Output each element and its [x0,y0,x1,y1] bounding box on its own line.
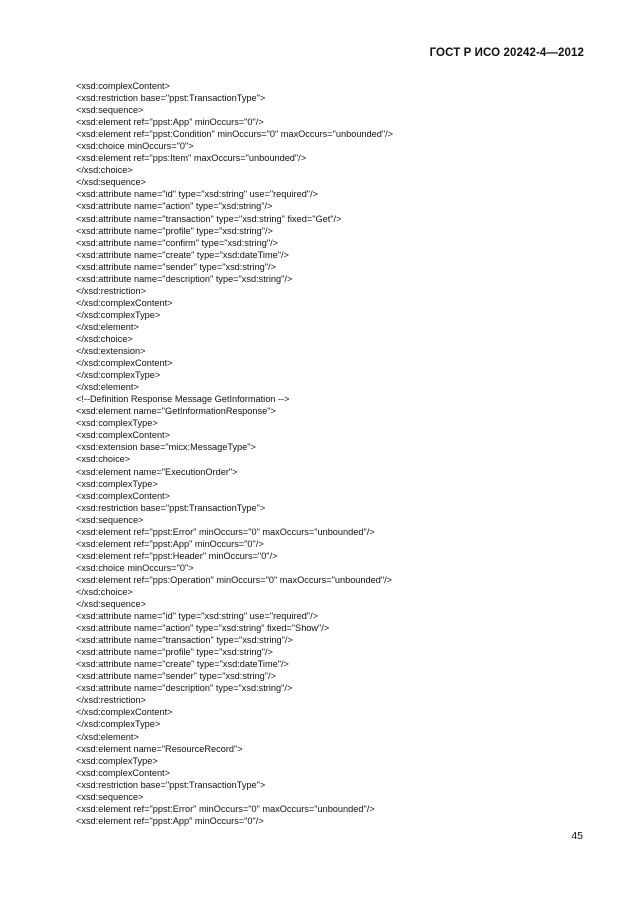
code-line: <xsd:attribute name="id" type="xsd:string" use="required"/> [76,611,318,622]
code-line: <xsd:complexContent> [76,81,170,91]
code-line: </xsd:complexType> [76,370,161,381]
code-line: <xsd:attribute name="description" type="xsd:string"/> [76,683,293,694]
code-line: <xsd:restriction base="ppst:TransactionType"> [76,93,266,104]
code-line: <xsd:attribute name="profile" type="xsd:string"/> [76,647,273,658]
code-line: <xsd:extension base="micx:MessageType"> [76,442,256,453]
code-line: </xsd:restriction> [76,285,146,296]
xsd-code-listing [76,80,576,827]
code-line: <xsd:choice minOccurs="0"> [76,141,194,152]
code-line: </xsd:sequence> [76,599,146,610]
code-line: </xsd:choice> [76,333,133,344]
code-line: <xsd:restriction base="ppst:TransactionType"> [76,502,266,513]
code-line: <xsd:attribute name="description" type="xsd:string"/> [76,273,293,284]
code-line: <xsd:attribute name="sender" type="xsd:string"/> [76,671,276,682]
code-line: <xsd:attribute name="sender" type="xsd:string"/> [76,261,276,272]
code-line: </xsd:element> [76,731,139,742]
code-line: <xsd:restriction base="ppst:TransactionType"> [76,779,266,790]
code-line: <xsd:attribute name="action" type="xsd:string"/> [76,201,273,212]
code-line: </xsd:restriction> [76,695,146,706]
code-line: <xsd:sequence> [76,791,144,802]
code-line: <xsd:attribute name="profile" type="xsd:string"/> [76,225,273,236]
code-line: <xsd:complexType> [76,478,158,489]
code-line: <xsd:complexContent> [76,767,170,778]
code-line: <xsd:attribute name="action" type="xsd:string" fixed="Show"/> [76,623,330,634]
code-line: <xsd:complexType> [76,418,158,429]
standard-id: ГОСТ Р ИСО 20242-4—2012 [429,47,584,59]
code-line: </xsd:element> [76,321,139,332]
code-line: <xsd:choice minOccurs="0"> [76,562,194,573]
code-line: <xsd:element ref="ppst:App" minOccurs="0"/> [76,538,264,549]
code-line: <xsd:attribute name="transaction" type="xsd:string" fixed="Get"/> [76,213,342,224]
code-line: <xsd:element ref="ppst:Error" minOccurs="0" maxOccurs="unbounded"/> [76,526,375,537]
code-line: <xsd:element ref="ppst:Condition" minOccurs="0" maxOccurs="unbounded"/> [76,129,394,140]
code-line: <xsd:attribute name="id" type="xsd:string" use="required"/> [76,189,318,200]
code-line: </xsd:sequence> [76,177,146,188]
page-number: 45 [571,830,583,842]
code-line: <xsd:element name="GetInformationResponse"> [76,406,276,417]
code-line: <xsd:choice> [76,454,131,465]
code-line: </xsd:choice> [76,165,133,176]
code-line: <xsd:element ref="ppst:Error" minOccurs="0" maxOccurs="unbounded"/> [76,803,375,814]
document-header [430,47,584,59]
code-line: </xsd:complexContent> [76,297,173,308]
code-line: </xsd:complexType> [76,719,161,730]
code-line: <xsd:element ref="ppst:App" minOccurs="0"/> [76,117,264,128]
code-line: <xsd:complexContent> [76,490,170,501]
code-line: <xsd:attribute name="create" type="xsd:dateTime"/> [76,659,289,670]
code-line: <xsd:element name="ExecutionOrder"> [76,466,238,477]
code-line: <xsd:attribute name="transaction" type="xsd:string"/> [76,635,293,646]
code-line: <xsd:sequence> [76,105,144,116]
code-line: <!--Definition Response Message GetInformation --> [76,394,290,405]
code-line: </xsd:complexContent> [76,358,173,369]
code-line: <xsd:attribute name="create" type="xsd:dateTime"/> [76,249,289,260]
code-line: <xsd:complexType> [76,755,158,766]
code-line: <xsd:attribute name="confirm" type="xsd:string"/> [76,237,278,248]
code-line: </xsd:extension> [76,346,146,357]
code-line: <xsd:element ref="pps:Item" maxOccurs="unbounded"/> [76,153,307,164]
code-line: <xsd:element ref="ppst:App" minOccurs="0"/> [76,815,264,826]
code-line: </xsd:choice> [76,586,133,597]
code-line: <xsd:element ref="ppst:Header" minOccurs="0"/> [76,550,278,561]
code-line: </xsd:element> [76,382,139,393]
code-line: <xsd:complexContent> [76,430,170,441]
code-line: </xsd:complexType> [76,309,161,320]
code-line: <xsd:sequence> [76,514,144,525]
code-line: <xsd:element ref="pps:Operation" minOccurs="0" maxOccurs="unbounded"/> [76,574,393,585]
code-line: <xsd:element name="ResourceRecord"> [76,743,243,754]
code-line: </xsd:complexContent> [76,707,173,718]
